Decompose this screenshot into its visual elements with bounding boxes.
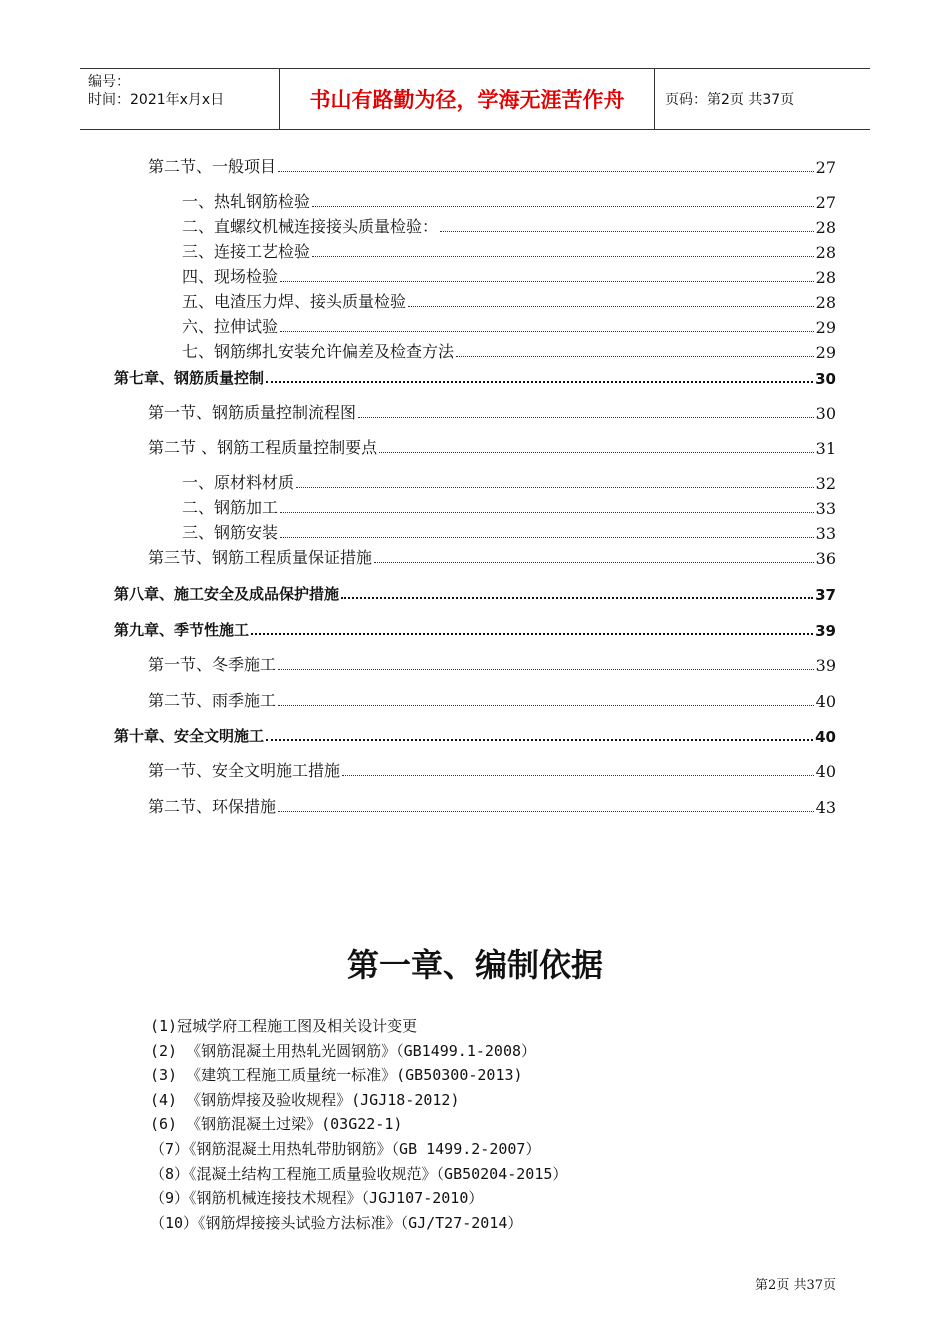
toc-entry-title: 三、钢筋安装 [182,523,279,542]
toc-chapter-entry[interactable] [114,724,836,746]
toc-section-entry[interactable] [148,759,836,781]
reference-item: （7）《钢筋混凝土用热轧带肋钢筋》（GB 1499.2-2007） [150,1139,541,1158]
toc-leader-dots [266,380,813,383]
toc-entry-page: 32 [815,474,836,493]
toc-entry-title: 第一节、钢筋质量控制流程图 [148,403,357,422]
toc-leader-dots [280,511,814,513]
toc-subsection-entry[interactable] [182,290,836,312]
toc-entry-title: 第九章、季节性施工 [114,621,250,639]
toc-section-entry[interactable] [148,689,836,711]
reference-item: （8）《混凝土结构工程施工质量验收规范》（GB50204-2015） [150,1164,568,1183]
toc-leader-dots [278,668,814,670]
toc-chapter-entry[interactable] [114,582,836,604]
reference-item: (1)冠城学府工程施工图及相关设计变更 [150,1017,418,1035]
toc-chapter-entry[interactable] [114,618,836,640]
toc-entry-page: 30 [815,370,836,388]
toc-entry-page: 40 [815,692,836,711]
toc-entry-page: 27 [815,158,836,177]
toc-leader-dots [379,451,814,453]
toc-entry-title: 第八章、施工安全及成品保护措施 [114,585,340,603]
toc-leader-dots [358,416,814,418]
toc-entry-page: 33 [815,499,836,518]
page-header [80,68,870,130]
toc-entry-page: 29 [815,343,836,362]
toc-leader-dots [440,230,814,232]
toc-entry-title: 四、现场检验 [182,267,279,286]
toc-entry-title: 二、钢筋加工 [182,498,279,517]
toc-subsection-entry[interactable] [182,215,836,237]
reference-item: （9）《钢筋机械连接技术规程》（JGJ107-2010） [150,1189,484,1208]
header-page-label: 页码：第2页 共37页 [665,92,795,108]
toc-entry-page: 40 [815,728,836,746]
toc-entry-title: 第三节、钢筋工程质量保证措施 [148,548,373,567]
toc-subsection-entry[interactable] [182,496,836,518]
toc-section-entry[interactable] [148,546,836,568]
toc-entry-page: 29 [815,318,836,337]
toc-entry-page: 43 [815,798,836,817]
toc-entry-page: 36 [815,549,836,568]
toc-leader-dots [374,561,814,563]
toc-leader-dots [278,170,814,172]
number-label: 编号： [88,74,130,90]
toc-entry-title: 第一节、冬季施工 [148,655,277,674]
toc-entry-page: 28 [815,218,836,237]
toc-entry-title: 三、连接工艺检验 [182,242,311,261]
toc-entry-title: 第二节、环保措施 [148,797,277,816]
toc-leader-dots [456,355,814,357]
toc-entry-page: 28 [815,293,836,312]
time-label: 时间：2021年x月x日 [88,92,225,108]
toc-subsection-entry[interactable] [182,521,836,543]
toc-subsection-entry[interactable] [182,265,836,287]
toc-leader-dots [312,205,814,207]
toc-leader-dots [280,536,814,538]
toc-entry-page: 31 [815,439,836,458]
toc-entry-page: 39 [815,656,836,675]
toc-leader-dots [296,486,814,488]
reference-item: (2) 《钢筋混凝土用热轧光圆钢筋》（GB1499.1-2008） [150,1041,537,1060]
toc-leader-dots [280,330,814,332]
toc-subsection-entry[interactable] [182,240,836,262]
toc-entry-title: 第十章、安全文明施工 [114,727,265,745]
toc-leader-dots [278,810,814,812]
toc-entry-title: 第七章、钢筋质量控制 [114,369,265,387]
toc-entry-title: 第二节 、钢筋工程质量控制要点 [148,438,378,457]
toc-leader-dots [280,280,814,282]
toc-leader-dots [341,596,813,599]
toc-leader-dots [278,704,814,706]
toc-entry-title: 二、直螺纹机械连接接头质量检验： [182,217,439,236]
toc-entry-title: 一、原材料材质 [182,473,295,492]
toc-section-entry[interactable] [148,795,836,817]
page-footer: 第2页 共37页 [755,1278,836,1293]
toc-chapter-entry[interactable] [114,366,836,388]
header-motto: 书山有路勤为径，学海无涯苦作舟 [280,69,655,129]
toc-entry-title: 第一节、安全文明施工措施 [148,761,341,780]
toc-section-entry[interactable] [148,155,836,177]
toc-entry-title: 五、电渣压力焊、接头质量检验 [182,292,407,311]
toc-leader-dots [312,255,814,257]
toc-entry-title: 第二节、一般项目 [148,157,277,176]
toc-entry-title: 第二节、雨季施工 [148,691,277,710]
toc-entry-page: 33 [815,524,836,543]
toc-leader-dots [342,774,814,776]
reference-item: (3) 《建筑工程施工质量统一标准》(GB50300-2013) [150,1066,523,1085]
toc-section-entry[interactable] [148,436,836,458]
toc-entry-page: 28 [815,243,836,262]
reference-item: (6) 《钢筋混凝土过梁》(03G22-1) [150,1115,403,1134]
reference-item: （10）《钢筋焊接接头试验方法标准》（GJ/T27-2014） [150,1213,523,1232]
toc-subsection-entry[interactable] [182,471,836,493]
toc-leader-dots [408,305,814,307]
toc-entry-page: 28 [815,268,836,287]
toc-section-entry[interactable] [148,653,836,675]
toc-subsection-entry[interactable] [182,190,836,212]
header-info [80,69,280,129]
toc-entry-page: 40 [815,762,836,781]
toc-subsection-entry[interactable] [182,340,836,362]
toc-subsection-entry[interactable] [182,315,836,337]
toc-entry-page: 30 [815,404,836,423]
reference-list [150,1014,567,1235]
toc-leader-dots [251,632,813,635]
toc-entry-title: 七、钢筋绑扎安装允许偏差及检查方法 [182,342,455,361]
chapter-title: 第一章、编制依据 [346,946,603,984]
reference-item: (4) 《钢筋焊接及验收规程》(JGJ18-2012) [150,1090,460,1109]
toc-entry-title: 六、拉伸试验 [182,317,279,336]
toc-entry-page: 27 [815,193,836,212]
toc-entry-page: 39 [815,622,836,640]
toc-entry-page: 37 [815,586,836,604]
toc-leader-dots [266,738,813,741]
toc-section-entry[interactable] [148,401,836,423]
toc-entry-title: 一、热轧钢筋检验 [182,192,311,211]
